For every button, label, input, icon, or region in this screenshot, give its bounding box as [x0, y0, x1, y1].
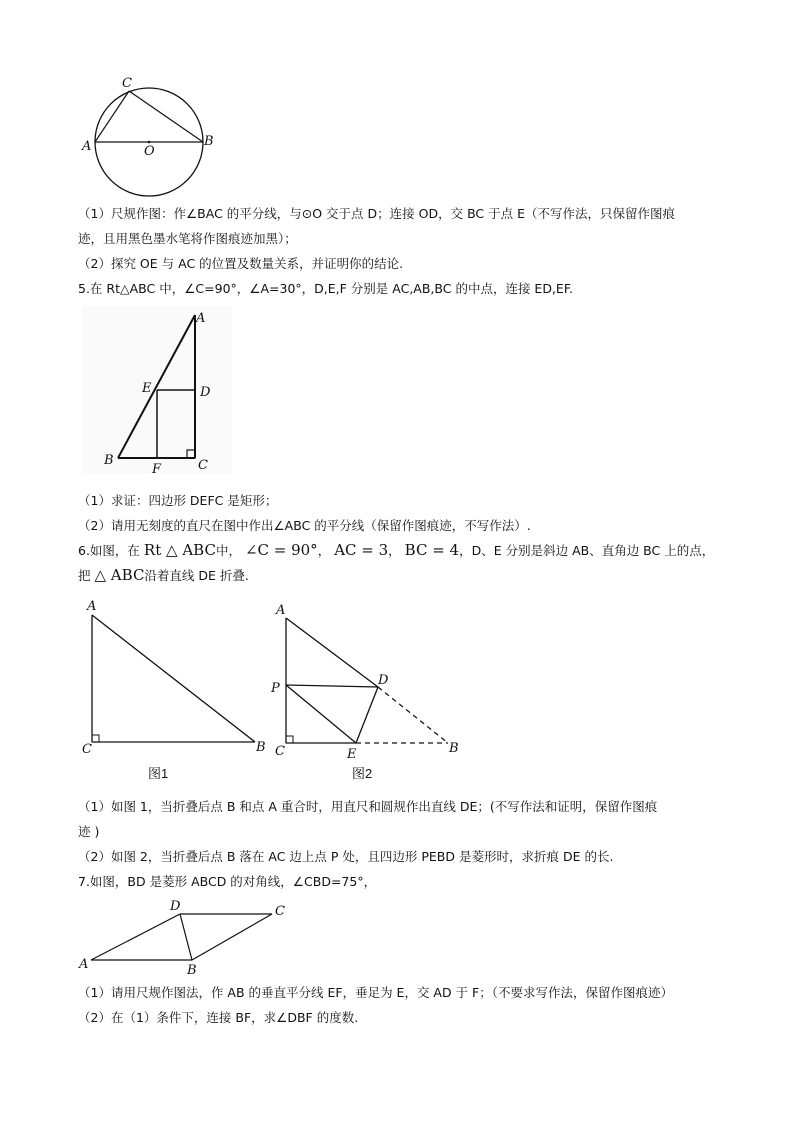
q6-math-triangle-abc: △ ABC — [94, 566, 145, 584]
label-d: D — [170, 899, 181, 914]
q6-stem-d: ， — [388, 543, 401, 558]
label-p: P — [271, 681, 280, 696]
chord-cb — [129, 91, 203, 142]
label-c: C — [122, 76, 132, 91]
chord-ac — [95, 91, 129, 142]
q6-stem-e: ，D、E 分别是斜边 AB、直角边 BC 上的点， — [459, 543, 715, 558]
label-a: A — [87, 599, 97, 614]
q6-line2-b: 沿着直线 DE 折叠. — [144, 568, 249, 583]
side-ab — [92, 615, 255, 742]
q5-part1: （1）求证：四边形 DEFC 是矩形； — [78, 493, 278, 508]
label-a: A — [196, 311, 206, 326]
q6-math-ac: AC = 3 — [334, 541, 389, 559]
q6-math-bc: BC = 4 — [404, 541, 460, 559]
fold-line-de — [356, 687, 378, 743]
q4-part1-line2: 迹，且用黑色墨水笔将作图痕迹加黑）； — [78, 231, 297, 246]
label-a: A — [79, 957, 89, 972]
q4-circle-figure — [80, 70, 220, 200]
side-bc — [192, 914, 272, 960]
q6-stem-c: ， — [317, 543, 331, 558]
q6-figure-2 — [268, 598, 468, 788]
q5-part2: （2）请用无刻度的直尺在图中作出∠ABC 的平分线（保留作图痕迹，不写作法）. — [78, 518, 531, 533]
label-b: B — [256, 740, 266, 755]
right-angle-mark-c — [92, 735, 99, 742]
label-b: B — [104, 453, 114, 468]
figure-2-caption: 图2 — [352, 766, 373, 781]
q6-figure-1 — [80, 598, 270, 788]
dashed-db — [378, 687, 448, 743]
label-b: B — [449, 741, 459, 756]
right-angle-mark-c — [286, 736, 293, 743]
q5-triangle-figure — [80, 300, 250, 480]
label-b: B — [204, 134, 214, 149]
q7-stem: 7.如图，BD 是菱形 ABCD 的对角线，∠CBD=75°， — [78, 874, 377, 889]
q6-line2-a: 把 — [78, 568, 91, 583]
q4-part1-line1: （1）尺规作图：作∠BAC 的平分线，与⊙O 交于点 D；连接 OD，交 BC 于点 E（不写作法，只保留作图痕 — [78, 206, 675, 221]
center-dot — [148, 141, 151, 144]
segment-pd — [286, 685, 378, 687]
label-o: O — [144, 144, 155, 159]
q6-stem-line2 — [78, 567, 249, 584]
q6-stem-a: 6.如图，在 — [78, 543, 140, 558]
label-a: A — [276, 603, 286, 618]
label-a: A — [82, 139, 92, 154]
label-d: D — [200, 385, 211, 400]
q6-part1-line2: 迹 ) — [78, 824, 100, 839]
label-c: C — [82, 742, 92, 757]
q6-math-rt-abc: Rt △ ABC — [143, 541, 216, 559]
segment-ad — [286, 618, 378, 687]
label-f: F — [152, 462, 162, 477]
label-b: B — [187, 963, 197, 978]
diagonal-bd — [180, 914, 192, 960]
side-ad — [91, 914, 180, 960]
q6-math-angle-c: ∠C = 90° — [244, 541, 318, 559]
q6-part2: （2）如图 2，当折叠后点 B 落在 AC 边上点 P 处，且四边形 PEBD 是菱形时，求折痕 DE 的长. — [78, 849, 614, 864]
label-e: E — [142, 381, 152, 396]
segment-pe — [286, 685, 356, 743]
label-e: E — [347, 747, 357, 762]
q7-part2: （2）在（1）条件下，连接 BF，求∠DBF 的度数. — [78, 1010, 359, 1025]
q6-stem-line1 — [78, 542, 714, 559]
label-d: D — [378, 673, 389, 688]
q4-part2: （2）探究 OE 与 AC 的位置及数量关系，并证明你的结论. — [78, 256, 404, 271]
q7-rhombus-figure — [76, 896, 306, 980]
q6-part1-line1: （1）如图 1，当折叠后点 B 和点 A 重合时，用直尺和圆规作出直线 DE；(不写作法和证明，保留作图痕 — [78, 799, 658, 814]
q5-stem: 5.在 Rt△ABC 中，∠C=90°，∠A=30°，D,E,F 分别是 AC,AB,BC 的中点，连接 ED,EF. — [78, 281, 573, 296]
figure-1-caption: 图1 — [148, 766, 169, 781]
q6-stem-b: 中， — [215, 543, 241, 558]
label-c: C — [275, 744, 285, 759]
label-c: C — [275, 904, 285, 919]
q7-part1: （1）请用尺规作图法，作 AB 的垂直平分线 EF，垂足为 E，交 AD 于 F；（不要求写作法，保留作图痕迹） — [78, 985, 673, 1000]
label-c: C — [198, 458, 208, 473]
